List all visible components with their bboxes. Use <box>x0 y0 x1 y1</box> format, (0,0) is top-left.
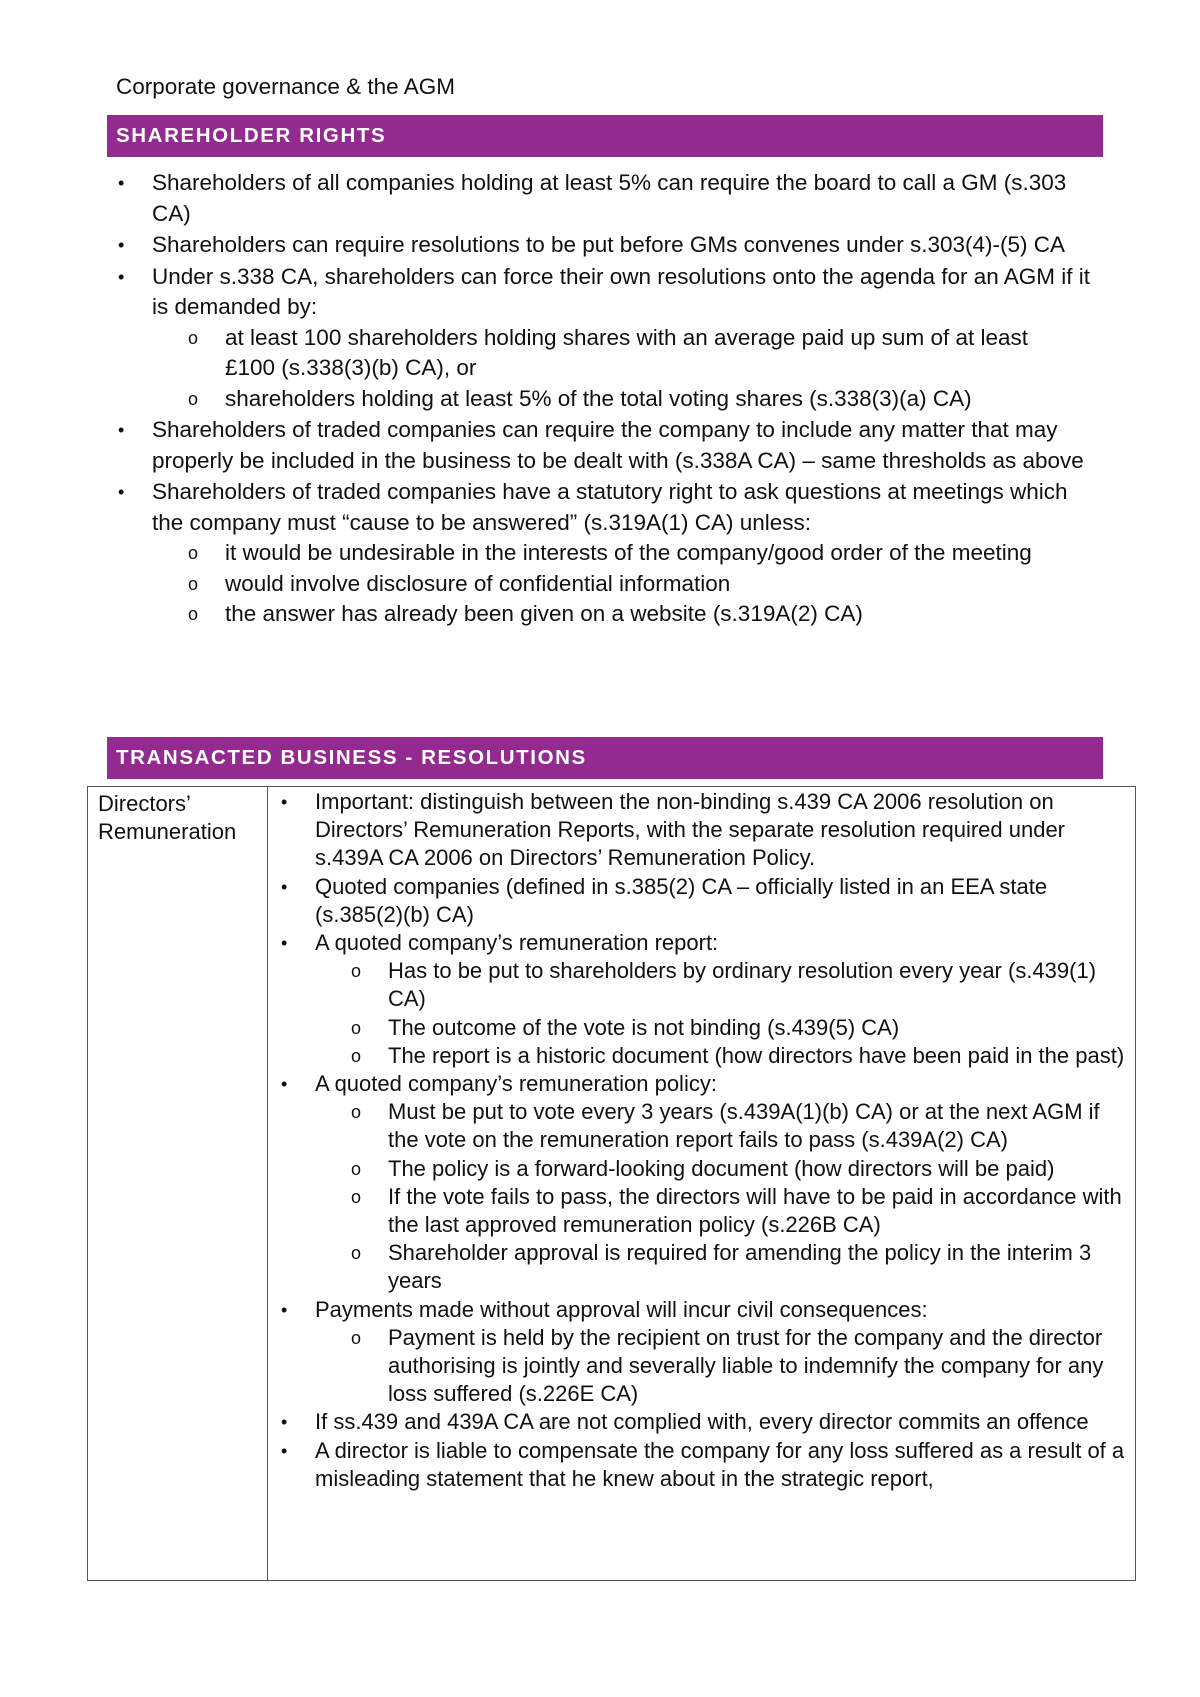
shareholder-rights-list <box>0 168 1200 631</box>
circle-bullet-icon: o <box>351 1243 362 1264</box>
list-item <box>0 168 1092 229</box>
resolutions-table <box>87 786 1136 1581</box>
list-item-text: Important: distinguish between the non-binding s.439 CA 2006 resolution on Directors’ Remuneration Reports, with the separate resolution required under s.439A CA 2006 on Directors’ Remuneration Policy. <box>315 789 1066 871</box>
list-item-text: Shareholders of traded companies can require the company to include any matter that may properly be included in the business to be dealt with (s.338A CA) – same thresholds as above <box>152 417 1084 473</box>
list-item <box>268 1296 1135 1409</box>
document-title: Corporate governance & the AGM <box>116 74 455 99</box>
bullet-icon: • <box>281 1299 288 1320</box>
circle-bullet-icon: o <box>351 1102 362 1123</box>
sub-list-item-text: Payment is held by the recipient on trust for the company and the director authorising is jointly and severally liable to indemnify the company for any loss suffered (s.226E CA) <box>388 1324 1104 1407</box>
sub-list-item-text: Shareholder approval is required for amending the policy in the interim 3 years <box>388 1240 1092 1294</box>
list-item <box>268 1070 1135 1296</box>
sub-list-item <box>351 957 1128 1013</box>
list-item-text: Under s.338 CA, shareholders can force their own resolutions onto the agenda for an AGM if it is demanded by: <box>152 263 1091 319</box>
list-item-text: A director is liable to compensate the company for any loss suffered as a result of a misleading statement that he knew about in the strategic report, <box>315 1437 1125 1491</box>
sub-list-item <box>188 569 1075 600</box>
bullet-icon: • <box>118 482 125 502</box>
circle-bullet-icon: o <box>351 961 362 982</box>
sub-list <box>315 1324 1135 1409</box>
sub-list-item <box>351 1324 1128 1409</box>
section-heading-shareholder-rights: SHAREHOLDER RIGHTS <box>107 115 1103 157</box>
sub-list-item <box>188 384 1075 415</box>
list-item <box>268 873 1135 929</box>
list-item <box>268 929 1135 1070</box>
circle-bullet-icon: o <box>188 604 199 624</box>
circle-bullet-icon: o <box>188 543 199 563</box>
sub-list-item <box>351 1239 1128 1295</box>
sub-list-item <box>188 538 1075 569</box>
row-content <box>268 787 1136 1581</box>
remuneration-list <box>268 788 1135 1493</box>
list-item-text: Shareholders of all companies holding at least 5% can require the board to call a GM (s.303 CA) <box>152 170 1067 226</box>
list-item <box>268 788 1135 873</box>
list-item-text: If ss.439 and 439A CA are not complied with, every director commits an offence <box>315 1409 1089 1435</box>
bullet-icon: • <box>281 1412 288 1433</box>
table-row <box>88 787 1136 1581</box>
sub-list-item <box>351 1183 1128 1239</box>
sub-list-item-text: shareholders holding at least 5% of the total voting shares (s.338(3)(a) CA) <box>225 385 972 411</box>
sub-list-item <box>351 1155 1128 1183</box>
section-heading-transacted-business: TRANSACTED BUSINESS - RESOLUTIONS <box>107 737 1103 779</box>
list-item <box>0 230 1092 261</box>
list-item-text: Shareholders of traded companies have a statutory right to ask questions at meetings which the company must “cause to be answered” (s.319A(1) CA) unless: <box>152 479 1068 535</box>
sub-list-item <box>188 323 1075 384</box>
bullet-icon: • <box>118 235 125 255</box>
list-item-text: Payments made without approval will incur civil consequences: <box>315 1296 928 1322</box>
sub-list <box>315 957 1135 1070</box>
circle-bullet-icon: o <box>351 1045 362 1066</box>
row-label-directors-remuneration: Directors’ Remuneration <box>88 787 268 1581</box>
list-item <box>0 262 1092 415</box>
sub-list-item-text: the answer has already been given on a website (s.319A(2) CA) <box>225 601 863 626</box>
bullet-icon: • <box>281 1440 288 1461</box>
sub-list-item-text: Has to be put to shareholders by ordinary resolution every year (s.439(1) CA) <box>388 958 1097 1012</box>
circle-bullet-icon: o <box>188 573 199 594</box>
list-item <box>0 415 1092 476</box>
sub-list-item-text: The policy is a forward-looking document (how directors will be paid) <box>388 1155 1055 1181</box>
sub-list-item-text: at least 100 shareholders holding shares with an average paid up sum of at least £100 (s.338(3)(b) CA), or <box>225 324 1029 380</box>
sub-list-item-text: Must be put to vote every 3 years (s.439A(1)(b) CA) or at the next AGM if the vote on the remuneration report fails to pass (s.439A(2) CA) <box>388 1099 1100 1153</box>
circle-bullet-icon: o <box>188 327 199 348</box>
circle-bullet-icon: o <box>188 388 199 409</box>
list-item-text: A quoted company’s remuneration report: <box>315 930 719 956</box>
sub-list-item-text: The outcome of the vote is not binding (s.439(5) CA) <box>388 1014 900 1040</box>
sub-list-item <box>351 1042 1128 1070</box>
bullet-icon: • <box>281 1074 288 1095</box>
sub-list-item <box>351 1014 1128 1042</box>
list-item-text: Quoted companies (defined in s.385(2) CA – officially listed in an EEA state (s.385(2)(b) CA) <box>315 873 1048 927</box>
sub-list-item-text: If the vote fails to pass, the directors will have to be paid in accordance with the last approved remuneration policy (s.226B CA) <box>388 1183 1122 1238</box>
sub-list <box>152 538 1092 630</box>
sub-list <box>315 1098 1135 1295</box>
circle-bullet-icon: o <box>351 1017 362 1038</box>
list-item-text: Shareholders can require resolutions to be put before GMs convenes under s.303(4)-(5) CA <box>152 232 1065 257</box>
circle-bullet-icon: o <box>351 1158 362 1179</box>
sub-list-item <box>188 599 1075 630</box>
list-item-text: A quoted company’s remuneration policy: <box>315 1071 717 1097</box>
sub-list-item <box>351 1098 1128 1154</box>
sub-list-item-text: it would be undesirable in the interests of the company/good order of the meeting <box>225 540 1032 565</box>
bullet-icon: • <box>118 420 125 440</box>
bullet-icon: • <box>118 266 125 287</box>
sub-list-item-text: would involve disclosure of confidential information <box>225 570 731 596</box>
bullet-icon: • <box>281 876 288 897</box>
bullet-icon: • <box>281 933 288 954</box>
sub-list-item-text: The report is a historic document (how directors have been paid in the past) <box>388 1042 1125 1068</box>
list-item <box>0 477 1092 630</box>
bullet-icon: • <box>118 173 125 193</box>
sub-list <box>152 323 1092 415</box>
circle-bullet-icon: o <box>351 1327 362 1348</box>
list-item <box>268 1437 1135 1493</box>
circle-bullet-icon: o <box>351 1186 362 1207</box>
bullet-icon: • <box>281 792 288 812</box>
list-item <box>268 1408 1135 1436</box>
